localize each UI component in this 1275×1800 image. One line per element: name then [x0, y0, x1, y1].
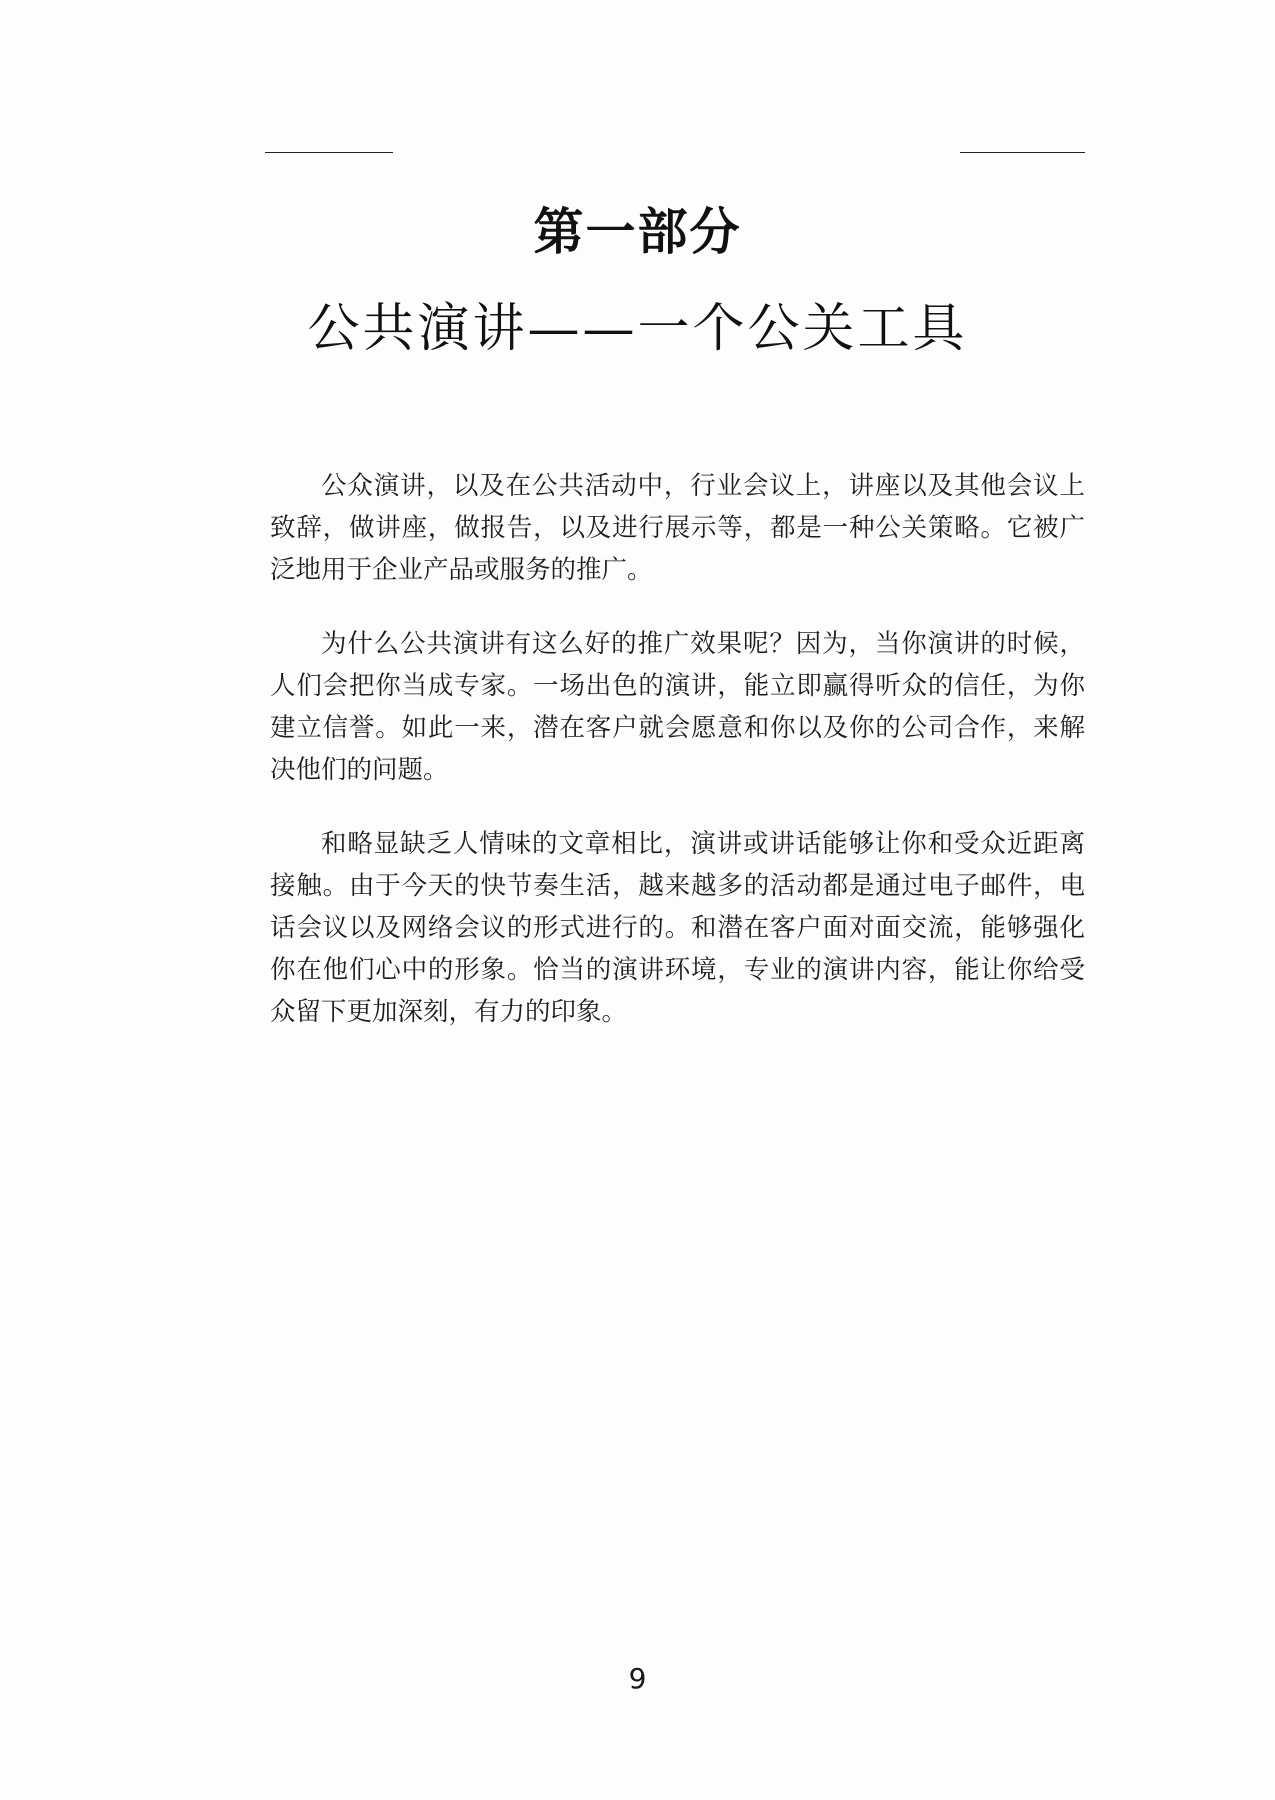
- chapter-title: 公共演讲——一个公关工具: [307, 299, 968, 359]
- paragraph-3: 和略显缺乏人情味的文章相比，演讲或讲话能够让你和受众近距离接触。由于今天的快节奏生活，越来越多的活动都是通过电子邮件，电话会议以及网络会议的形式进行的。和潜在客户面对面交流，能够强化你在他们心中的形象。恰当的演讲环境，专业的演讲内容，能让你给受众留下更加深刻，有力的印象。: [270, 829, 1085, 1027]
- part-label: 第一部分: [533, 203, 742, 261]
- body-text: [270, 465, 1085, 1065]
- paragraph-1: 公众演讲，以及在公共活动中，行业会议上，讲座以及其他会议上致辞，做讲座，做报告，以及进行展示等，都是一种公关策略。它被广泛地用于企业产品或服务的推广。: [270, 471, 1085, 585]
- paragraph-2: 为什么公共演讲有这么好的推广效果呢？因为，当你演讲的时候，人们会把你当成专家。一场出色的演讲，能立即赢得听众的信任，为你建立信誉。如此一来，潜在客户就会愿意和你以及你的公司合作，来解决他们的问题。: [270, 629, 1085, 785]
- page-number: 9: [628, 1662, 647, 1695]
- header-rule-left: [265, 152, 393, 153]
- header-rule-right: [960, 152, 1085, 153]
